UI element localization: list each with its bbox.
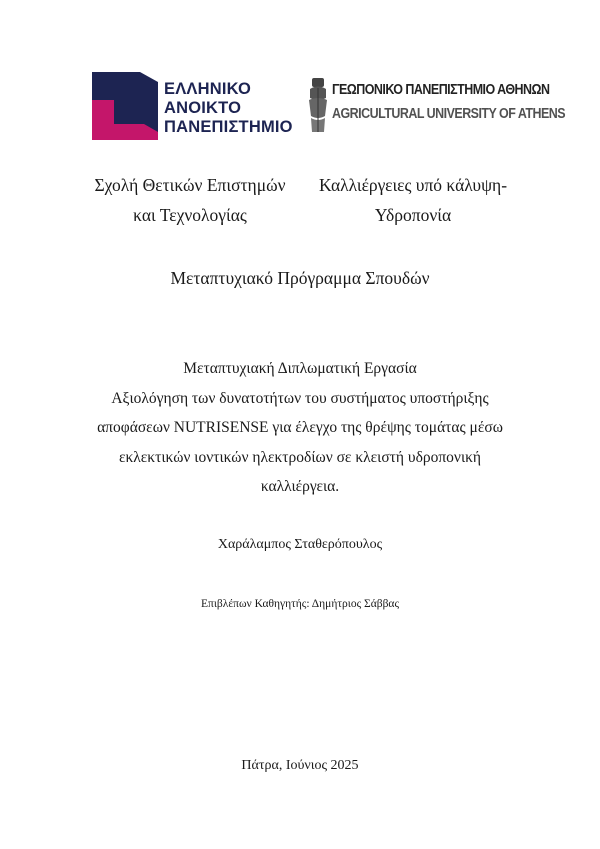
author-name: Χαράλαμπος Σταθερόπουλος xyxy=(217,537,383,552)
supervisor-line: Επιβλέπων Καθηγητής: Δημήτριος Σάββας xyxy=(201,598,399,610)
school-name xyxy=(80,170,300,230)
school-name-line: Σχολή Θετικών Επιστημών xyxy=(94,175,286,195)
hou-logo-line: ΠΑΝΕΠΙΣΤΗΜΙΟ xyxy=(164,118,293,136)
school-name-line: και Τεχνολογίας xyxy=(133,205,247,225)
agricultural-university-athens-logo xyxy=(306,76,566,136)
hellenic-open-university-logo xyxy=(92,72,293,144)
hou-logo-line: ΑΝΟΙΚΤΟ xyxy=(164,99,242,117)
place-and-date: Πάτρα, Ιούνιος 2025 xyxy=(241,758,359,773)
thesis-title-line: καλλιέργεια. xyxy=(260,478,340,495)
aua-greek-name: ΓΕΩΠΟΝΙΚΟ ΠΑΝΕΠΙΣΤΗΜΙΟ ΑΘΗΝΩΝ xyxy=(332,82,550,98)
program-title: Μεταπτυχιακό Πρόγραμμα Σπουδών xyxy=(170,268,430,288)
hou-logo-mark-icon xyxy=(92,72,162,144)
aua-seal-icon xyxy=(306,76,330,136)
thesis-title-block xyxy=(70,354,530,502)
thesis-title-line: Αξιολόγηση των δυνατοτήτων του συστήματος υποστήριξης xyxy=(111,389,489,407)
aua-english-name: AGRICULTURAL UNIVERSITY OF ATHENS xyxy=(332,106,566,122)
thesis-type: Μεταπτυχιακή Διπλωματική Εργασία xyxy=(183,360,417,377)
specialization-line: Καλλιέργειες υπό κάλυψη- xyxy=(318,175,508,195)
thesis-title-line: εκλεκτικών ιοντικών ηλεκτροδίων σε κλειστή υδροπονική xyxy=(118,448,482,466)
hou-logo-text xyxy=(164,80,293,137)
specialization-line: Υδροπονία xyxy=(374,205,452,225)
thesis-title-line: αποφάσεων NUTRISENSE για έλεγχο της θρέψης τομάτας μέσω xyxy=(97,419,503,436)
hou-logo-line: ΕΛΛΗΝΙΚΟ xyxy=(164,80,252,98)
specialization-name xyxy=(298,170,528,230)
